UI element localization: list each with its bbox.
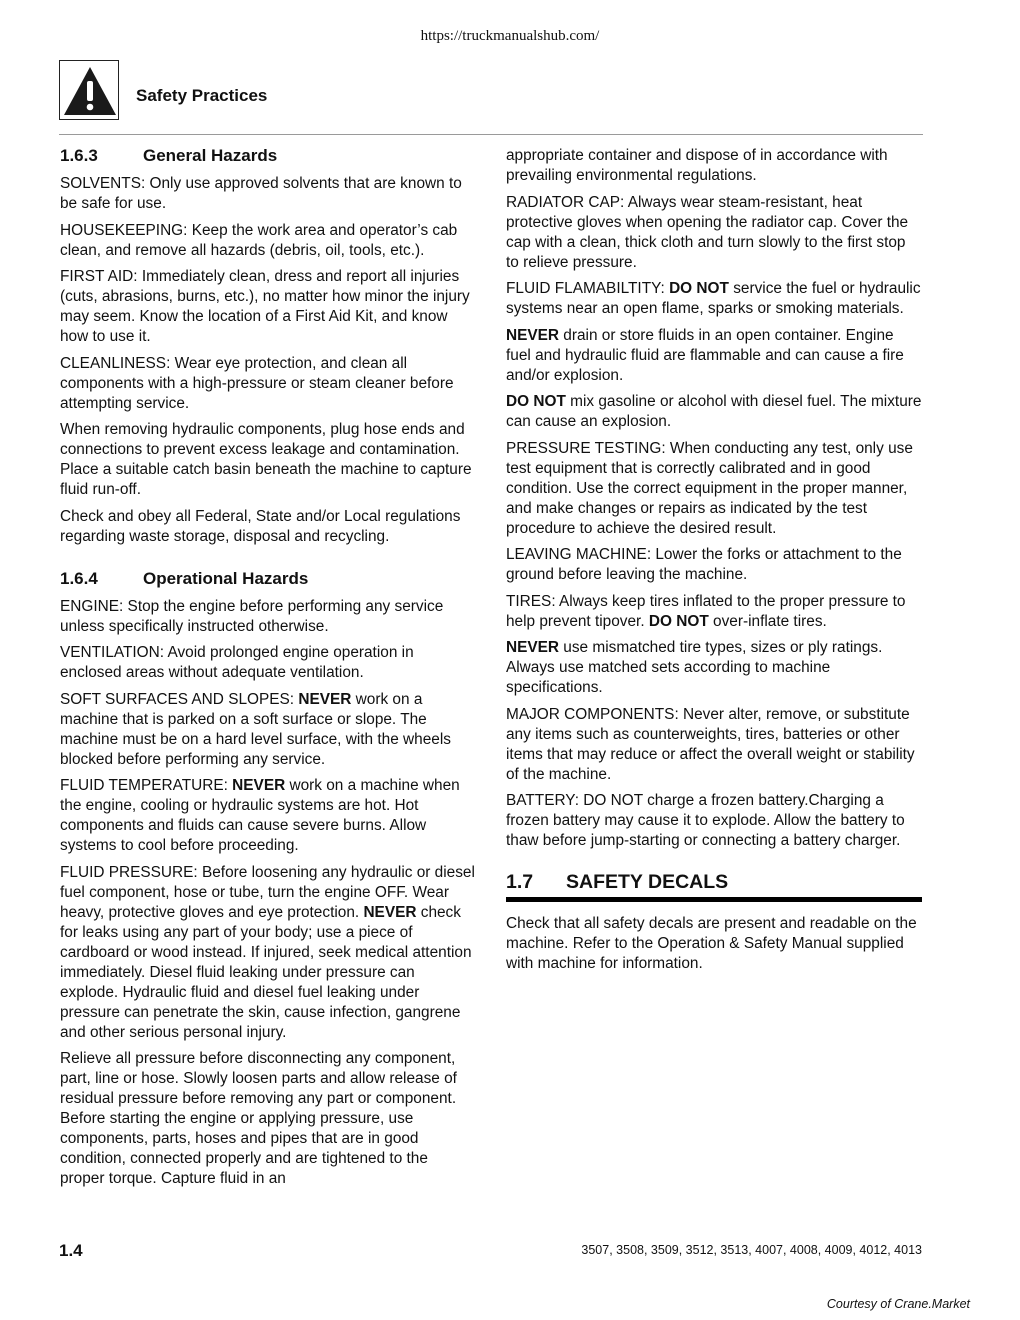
heading-rule [506,897,922,902]
courtesy-note: Courtesy of Crane.Market [826,1297,970,1311]
paragraph-fluid-pressure: FLUID PRESSURE: Before loosening any hydraulic or diesel fuel component, hose or tube, turn the engine OFF. Wear heavy, protective gloves and eye protection. NEVER check for leaks using any part of your body; use a piece of cardboard or wood instead. If injured, seek medical attention immediately. Diesel fluid leaking under pressure can explode. Hydraulic fluid and diesel fuel leaking under pressure can penetrate the skin, cause infection, gangrene and other serious personal injury. [60,863,475,1041]
paragraph-battery: BATTERY: DO NOT charge a frozen battery.Charging a frozen battery may cause it to explode. Allow the battery to thaw before jump-starting or connecting a battery charger. [506,792,905,849]
heading-1-6-3: 1.6.3 General Hazards [60,146,278,165]
left-column [60,146,476,1196]
paragraph-regulations: Check and obey all Federal, State and/or Local regulations regarding waste storage, disposal and recycling. [60,507,461,545]
paragraph-dispose-continued: appropriate container and dispose of in accordance with prevailing environmental regulations. [506,147,888,184]
right-column [506,146,922,981]
heading-1-6-4: 1.6.4 Operational Hazards [60,568,309,588]
paragraph-cleanliness: CLEANLINESS: Wear eye protection, and clean all components with a high-pressure or steam cleaner before attempting service. [60,354,454,412]
paragraph-housekeeping: HOUSEKEEPING: Keep the work area and operator’s cab clean, and remove all hazards (debris, oil, tools, etc.). [60,221,458,259]
paragraph-fluid-flammability: FLUID FLAMABILTITY: DO NOT service the fuel or hydraulic systems near an open flame, sparks or smoking materials. [506,280,921,317]
paragraph-ventilation: VENTILATION: Avoid prolonged engine operation in enclosed areas without adequate ventilation. [60,644,414,681]
model-numbers: 3507, 3508, 3509, 3512, 3513, 4007, 4008, 4009, 4012, 4013 [581,1243,922,1257]
paragraph-solvents: SOLVENTS: Only use approved solvents that are known to be safe for use. [60,175,462,212]
paragraph-pressure-testing: PRESSURE TESTING: When conducting any test, only use test equipment that is correctly calibrated and in good condition. Use the correct equipment in the proper manner, and make changes or repairs as indicated by the test procedure to achieve the desired result. [506,439,913,537]
paragraph-major-components: MAJOR COMPONENTS: Never alter, remove, or substitute any items such as counterweights, tires, batteries or other items that may reduce or affect the overall weight or stability of the machine. [506,705,915,783]
heading-1-7: 1.7 SAFETY DECALS [506,871,729,893]
source-url: https://truckmanualshub.com/ [420,28,600,44]
paragraph-safety-decals: Check that all safety decals are present and readable on the machine. Refer to the Operation & Safety Manual supplied with machine for information. [506,915,917,972]
paragraph-never-drain: NEVER drain or store fluids in an open container. Engine fuel and hydraulic fluid are flammable and can cause a fire and/or explosion. [506,326,904,384]
paragraph-do-not-mix: DO NOT mix gasoline or alcohol with diesel fuel. The mixture can cause an explosion. [506,393,922,430]
paragraph-engine: ENGINE: Stop the engine before performing any service unless specifically instructed otherwise. [60,597,444,635]
warning-triangle-icon [59,60,119,120]
paragraph-hydraulic-removal: When removing hydraulic components, plug hose ends and connections to prevent excess leakage and contamination. Place a suitable catch basin beneath the machine to capture fluid run-off. [60,421,472,498]
paragraph-first-aid: FIRST AID: Immediately clean, dress and report all injuries (cuts, abrasions, burns, etc.), no matter how minor the injury may seem. Know the location of a First Aid Kit, and know how to use it. [60,268,470,345]
paragraph-soft-surfaces: SOFT SURFACES AND SLOPES: NEVER work on a machine that is parked on a soft surface or slope. The machine must be on a hard level surface, with the wheels blocked before performing any service. [60,690,451,768]
page-number: 1.4 [59,1241,83,1260]
header-divider [59,134,923,135]
paragraph-mismatched-tires: NEVER use mismatched tire types, sizes or ply ratings. Always use matched sets according to machine specifications. [506,639,883,696]
paragraph-relieve-pressure: Relieve all pressure before disconnecting any component, part, line or hose. Slowly loosen parts and allow release of residual pressure before removing any part or component. Before starting the engine or applying pressure, use components, parts, hoses and pipes that are in good condition, connected properly and are tightened to the proper torque. Capture fluid in an [60,1050,457,1187]
paragraph-radiator-cap: RADIATOR CAP: Always wear steam-resistant, heat protective gloves when opening the radiator cap. Cover the cap with a clean, thick cloth and turn slowly to the first stop to relieve pressure. [506,193,909,271]
paragraph-tires: TIRES: Always keep tires inflated to the proper pressure to help prevent tipover. DO NOT over-inflate tires. [506,592,906,630]
section-header-title: Safety Practices [136,86,268,105]
paragraph-fluid-temperature: FLUID TEMPERATURE: NEVER work on a machine when the engine, cooling or hydraulic systems are hot. Hot components and fluids can cause severe burns. Allow systems to cool before proceeding. [60,777,460,854]
paragraph-leaving-machine: LEAVING MACHINE: Lower the forks or attachment to the ground before leaving the machine. [506,546,902,583]
